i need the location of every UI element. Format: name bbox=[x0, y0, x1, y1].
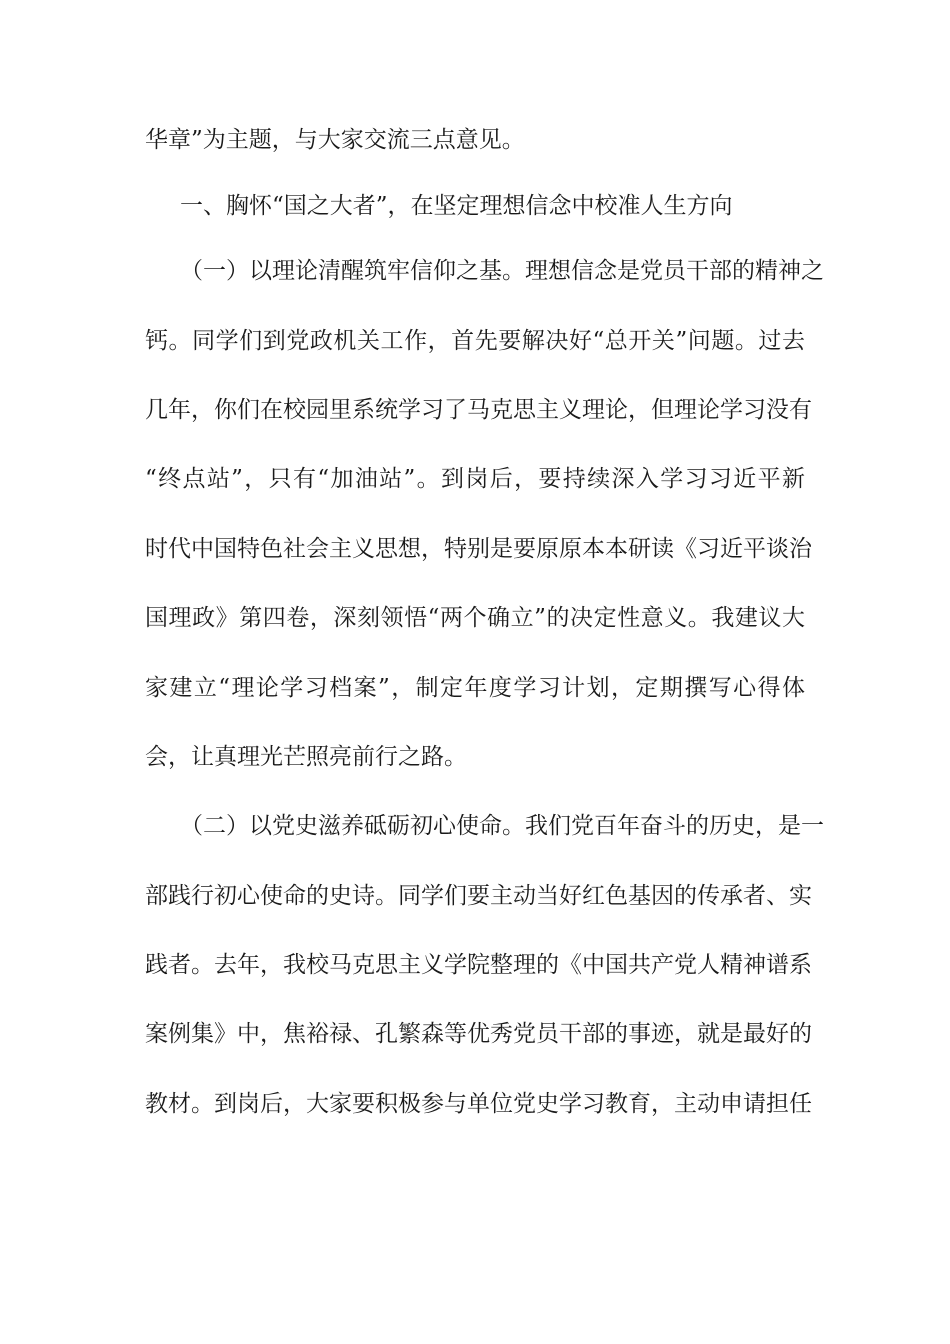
paragraph-line: “终点站”，只有“加油站”。到岗后，要持续深入学习习近平新 bbox=[145, 466, 805, 492]
paragraph-line: （一）以理论清醒筑牢信仰之基。理想信念是党员干部的精神之 bbox=[180, 258, 824, 284]
paragraph-line: 部践行初心使命的史诗。同学们要主动当好红色基因的传承者、实 bbox=[145, 883, 812, 909]
paragraph-line: 家建立“理论学习档案”，制定年度学习计划，定期撰写心得体 bbox=[145, 675, 805, 701]
paragraph-line: （二）以党史滋养砥砺初心使命。我们党百年奋斗的历史，是一 bbox=[180, 813, 824, 839]
paragraph-line: 钙。同学们到党政机关工作，首先要解决好“总开关”问题。过去 bbox=[145, 328, 805, 354]
paragraph-line-closing-intro: 华章”为主题，与大家交流三点意见。 bbox=[145, 127, 525, 153]
paragraph-line: 践者。去年，我校马克思主义学院整理的《中国共产党人精神谱系 bbox=[145, 952, 812, 978]
paragraph-line: 几年，你们在校园里系统学习了马克思主义理论，但理论学习没有 bbox=[145, 397, 812, 423]
paragraph-line: 时代中国特色社会主义思想，特别是要原原本本研读《习近平谈治 bbox=[145, 536, 812, 562]
section-heading-1: 一、胸怀“国之大者”，在坚定理想信念中校准人生方向 bbox=[180, 193, 733, 219]
paragraph-line: 教材。到岗后，大家要积极参与单位党史学习教育，主动申请担任 bbox=[145, 1091, 812, 1117]
paragraph-line: 国理政》第四卷，深刻领悟“两个确立”的决定性意义。我建议大 bbox=[145, 605, 805, 631]
paragraph-line: 案例集》中，焦裕禄、孔繁森等优秀党员干部的事迹，就是最好的 bbox=[145, 1021, 812, 1047]
paragraph-line: 会，让真理光芒照亮前行之路。 bbox=[145, 744, 467, 770]
